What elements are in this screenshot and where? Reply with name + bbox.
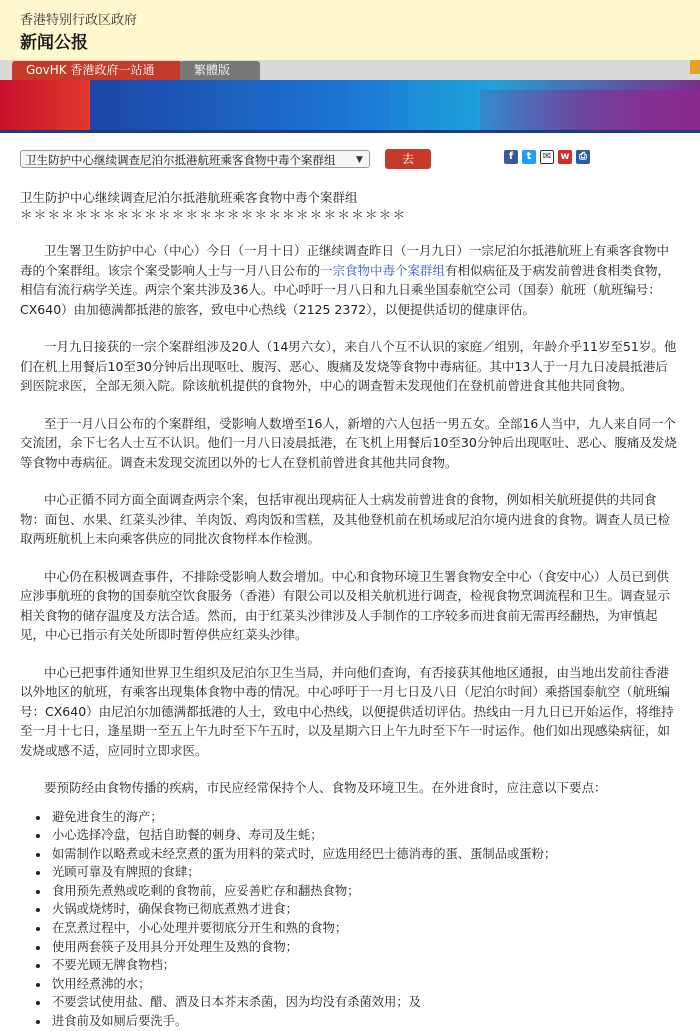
list-item: • 使用两套筷子及用具分开处理生及熟的食物； <box>50 938 680 957</box>
chevron-down-icon[interactable]: ▼ <box>356 155 363 165</box>
paragraph-1-text-b: 有相似病征及于病发前曾进食相类食物，相信有流行病学关连。两宗个案共涉及36人。中心呼吁一月八日和九日乘坐国泰航空公司（国泰）航班（航班编号：CX640）由加德满都抵港的旅客，致电中心热线（2125 2372），以便提供适切的健康评估。 <box>20 262 671 317</box>
related-case-link[interactable]: 一宗食物中毒个案群组 <box>320 262 446 278</box>
list-item: • 光顾可靠及有牌照的食肆； <box>50 863 680 882</box>
share-toolbar <box>504 150 590 164</box>
twitter-icon[interactable]: t <box>522 150 536 164</box>
list-item: • 不要尝试使用盐、醋、酒及日本芥末杀菌，因为均没有杀菌效用；及 <box>50 993 680 1012</box>
food-safety-tips <box>20 808 680 1031</box>
list-item: • 如需制作以略煮或未经烹煮的蛋为用料的菜式时，应选用经巴士德消毒的蛋、蛋制品或蛋粉； <box>50 845 680 864</box>
facebook-icon[interactable]: f <box>504 150 518 164</box>
title-underline-stars: ＊＊＊＊＊＊＊＊＊＊＊＊＊＊＊＊＊＊＊＊＊＊＊＊＊＊＊＊ <box>20 207 407 222</box>
list-item: • 小心选择冷盘，包括自助餐的刺身、寿司及生蚝； <box>50 826 680 845</box>
list-item: • 进食前及如厕后要洗手。 <box>50 1012 680 1031</box>
press-release-select[interactable]: 卫生防护中心继续调查尼泊尔抵港航班乘客食物中毒个案群组 <box>20 150 370 168</box>
list-item: • 食用预先煮熟或吃剩的食物前，应妥善贮存和翻热食物； <box>50 882 680 901</box>
header-banner <box>0 80 700 130</box>
banner-purple-band <box>480 90 700 130</box>
site-header <box>0 0 700 60</box>
right-tab-icon[interactable] <box>690 60 700 74</box>
list-item: • 火锅或烧烤时，确保食物已彻底煮熟才进食； <box>50 900 680 919</box>
list-item: • 不要光顾无牌食物档； <box>50 956 680 975</box>
paragraph-1-text-a: 卫生署卫生防护中心（中心）今日（一月十日）正继续调查昨日（一月九日）一宗尼泊尔抵港航班上有乘客食物中毒的个案群组。该宗个案受影响人士与一月八日公布的 <box>20 243 670 278</box>
banner-blue-band <box>90 80 390 130</box>
article-toolbar <box>0 133 700 175</box>
weibo-icon[interactable]: w <box>558 150 572 164</box>
traditional-chinese-link[interactable]: 繁體版 <box>180 61 260 80</box>
list-item: • 饮用经煮沸的水； <box>50 975 680 994</box>
top-nav <box>0 60 700 80</box>
go-button[interactable]: 去 <box>385 149 431 169</box>
paragraph-4: 中心正循不同方面全面调查两宗个案，包括审视出现病征人士病发前曾进食的食物，例如相关航班提供的共同食物：面包、水果、红菜头沙律、羊肉饭、鸡肉饭和雪糕，及其他登机前在机场或尼泊尔境内进食的食物。调查人员已检取两班航机上未向乘客供应的同批次食物样本作检测。 <box>20 492 671 546</box>
paragraph-3: 至于一月八日公布的个案群组，受影响人数增至16人，新增的六人包括一男五女。全部16人当中，九人来自同一个交流团，余下七名人士互不认识。他们一月八日凌晨抵港，在飞机上用餐后10至30分钟后出现呕吐、恶心、腹痛及发烧等食物中毒病征。调查未发现交流团以外的七人在登机前曾进食其他共同食物。 <box>20 415 677 470</box>
banner-red-band <box>0 80 90 130</box>
article-body <box>0 189 700 1031</box>
list-item: • 在烹煮过程中，小心处理并要彻底分开生和熟的食物； <box>50 919 680 938</box>
govhk-link[interactable]: GovHK 香港政府一站通 <box>12 61 182 80</box>
paragraph-2: 一月九日接获的一宗个案群组涉及20人（14男六女），来自八个互不认识的家庭／组别，年龄介乎11岁至51岁。他们在机上用餐后10至30分钟后出现呕吐、腹泻、恶心、腹痛及发烧等食物中毒病征。其中13人于一月九日凌晨抵港后到医院求医，全部无须入院。除该航机提供的食物外，中心的调查暂未发现他们在登机前曾进食其他共同食物。 <box>20 339 677 393</box>
page-title: 新闻公报 <box>20 33 88 53</box>
paragraph-1 <box>20 241 680 319</box>
paragraph-7: 要预防经由食物传播的疾病，市民应经常保持个人、食物及环境卫生。在外进食时，应注意以下要点： <box>44 780 607 795</box>
government-name: 香港特别行政区政府 <box>20 13 138 28</box>
paragraph-5: 中心仍在积极调查事件，不排除受影响人数会增加。中心和食物环境卫生署食物安全中心（食安中心）人员已到供应涉事航班的食物的国泰航空饮食服务（香港）有限公司以及相关航机进行调查，检视食物烹调流程和卫生。调查显示相关食物的储存温度及方法合适。然而，由于红菜头沙律涉及人手制作的工序较多而进食前无需再经翻热，为审慎起见，中心已指示有关处所即时暂停供应红菜头沙律。 <box>20 568 671 642</box>
list-item: • 避免进食生的海产； <box>50 808 680 827</box>
print-icon[interactable]: ⎙ <box>576 150 590 164</box>
paragraph-6: 中心已把事件通知世界卫生组织及尼泊尔卫生当局，并向他们查询，有否接获其他地区通报，由当地出发前往香港以外地区的航班，有乘客出现集体食物中毒的情况。中心呼吁于一月七日及八日（尼泊尔时间）乘搭国泰航空（航班编号：CX640）由尼泊尔加德满都抵港的人士，致电中心热线，以便提供适切评估。热线由一月九日已开始运作，将维持至一月十七日，逢星期一至五上午九时至下午五时，以及星期六日上午九时至下午一时运作。他们如出现感染病征，如发烧或感不适，应同时立即求医。 <box>20 664 674 758</box>
article-title: 卫生防护中心继续调查尼泊尔抵港航班乘客食物中毒个案群组 <box>20 190 358 205</box>
email-icon[interactable]: ✉ <box>540 150 554 164</box>
